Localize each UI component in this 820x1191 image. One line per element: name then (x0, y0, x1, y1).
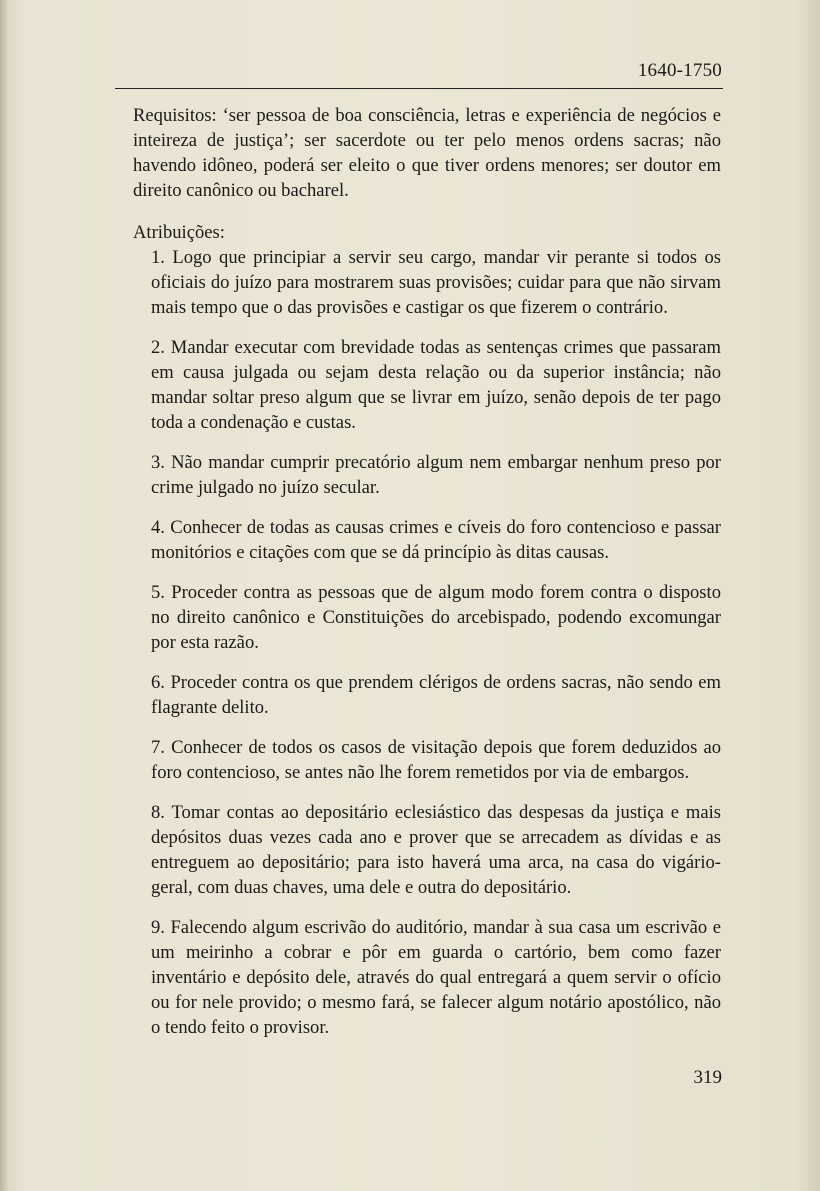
atribuicao-item-7: 7. Conhecer de todos os casos de visitação depois que forem deduzidos ao foro contencioso, se antes não lhe forem remetidos por via de embargos. (151, 737, 721, 783)
requisitos-paragraph: Requisitos: ‘ser pessoa de boa consciência, letras e experiência de negócios e inteireza de justiça’; ser sacerdote ou ter pelo menos ordens sacras; não havendo idôneo, poderá ser eleito o que tiver ordens menores; ser doutor em direito canônico ou bacharel. (133, 105, 721, 201)
header-rule (115, 88, 723, 89)
atribuicao-item-3: 3. Não mandar cumprir precatório algum nem embargar nenhum preso por crime julgado no juízo secular. (151, 452, 721, 498)
running-head: 1640-1750 (637, 60, 722, 81)
atribuicao-item-5: 5. Proceder contra as pessoas que de algum modo forem contra o disposto no direito canônico e Constituições do arcebispado, podendo excomungar por esta razão. (151, 582, 721, 653)
atribuicao-item-6: 6. Proceder contra os que prendem clérigos de ordens sacras, não sendo em flagrante delito. (151, 672, 721, 718)
atribuicao-item-2: 2. Mandar executar com brevidade todas as sentenças crimes que passaram em causa julgada ou sejam desta relação ou da superior instância; não mandar soltar preso algum que se livrar em juízo, senão depois de ter pago toda a condenação e custas. (151, 337, 721, 433)
page-number: 319 (693, 1067, 722, 1088)
page-edge-shadow (0, 0, 8, 1191)
atribuicoes-heading: Atribuições: (133, 222, 225, 243)
atribuicoes-list (151, 245, 721, 1040)
atribuicao-item-9: 9. Falecendo algum escrivão do auditório, mandar à sua casa um escrivão e um meirinho a cobrar e pôr em guarda o cartório, bem como fazer inventário e depósito dele, através do qual entregará a quem servir o ofício ou for nele provido; o mesmo fará, se falecer algum notário apostólico, não o tendo feito o provisor. (151, 917, 721, 1038)
page-body (133, 103, 721, 1055)
atribuicao-item-4: 4. Conhecer de todas as causas crimes e cíveis do foro contencioso e passar monitórios e citações com que se dá princípio às ditas causas. (151, 517, 721, 563)
atribuicao-item-8: 8. Tomar contas ao depositário eclesiástico das despesas da justiça e mais depósitos duas vezes cada ano e prover que se arrecadem as dívidas e as entreguem ao depositário; para isto haverá uma arca, na casa do vigário-geral, com duas chaves, uma dele e outra do depositário. (151, 802, 721, 898)
atribuicao-item-1: 1. Logo que principiar a servir seu cargo, mandar vir perante si todos os oficiais do juízo para mostrarem suas provisões; cuidar para que não sirvam mais tempo que o das provisões e castigar os que fizerem o contrário. (151, 247, 721, 318)
